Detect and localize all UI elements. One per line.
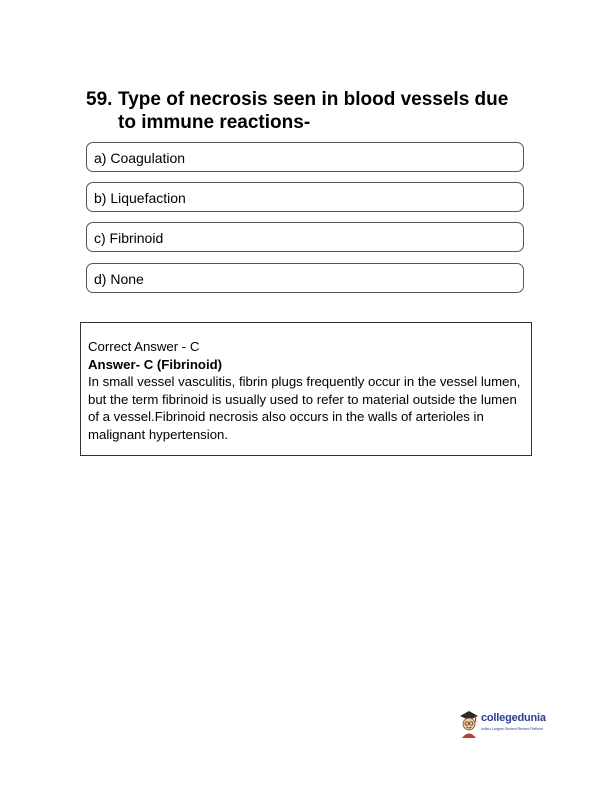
option-b-label: b) Liquefaction bbox=[94, 190, 186, 206]
question-heading bbox=[86, 88, 526, 134]
logo-name: collegedunia bbox=[481, 712, 546, 724]
answer-heading: Answer- C (Fibrinoid) bbox=[88, 356, 223, 372]
collegedunia-logo bbox=[458, 709, 558, 741]
answer-box bbox=[80, 322, 532, 456]
option-a-label: a) Coagulation bbox=[94, 150, 186, 166]
option-d-label: d) None bbox=[94, 271, 144, 287]
option-a[interactable] bbox=[86, 142, 524, 172]
option-c[interactable] bbox=[86, 222, 524, 252]
question-text: Type of necrosis seen in blood vessels due to immune reactions- bbox=[118, 89, 509, 133]
option-b[interactable] bbox=[86, 182, 524, 212]
option-c-label: c) Fibrinoid bbox=[94, 230, 164, 246]
graduate-mascot-icon bbox=[458, 709, 480, 739]
logo-tagline: India's Largest Student Review Platform bbox=[481, 727, 544, 731]
answer-explanation: In small vessel vasculitis, fibrin plugs frequently occur in the vessel lumen, but the term fibrinoid is usually used to refer to material outside the lumen of a vessel.Fibrinoid necrosis also occurs in the walls of arterioles in malignant hypertension. bbox=[88, 374, 521, 442]
question-number: 59. bbox=[86, 89, 113, 110]
correct-answer-line: Correct Answer - C bbox=[88, 339, 200, 354]
option-d[interactable] bbox=[86, 263, 524, 293]
